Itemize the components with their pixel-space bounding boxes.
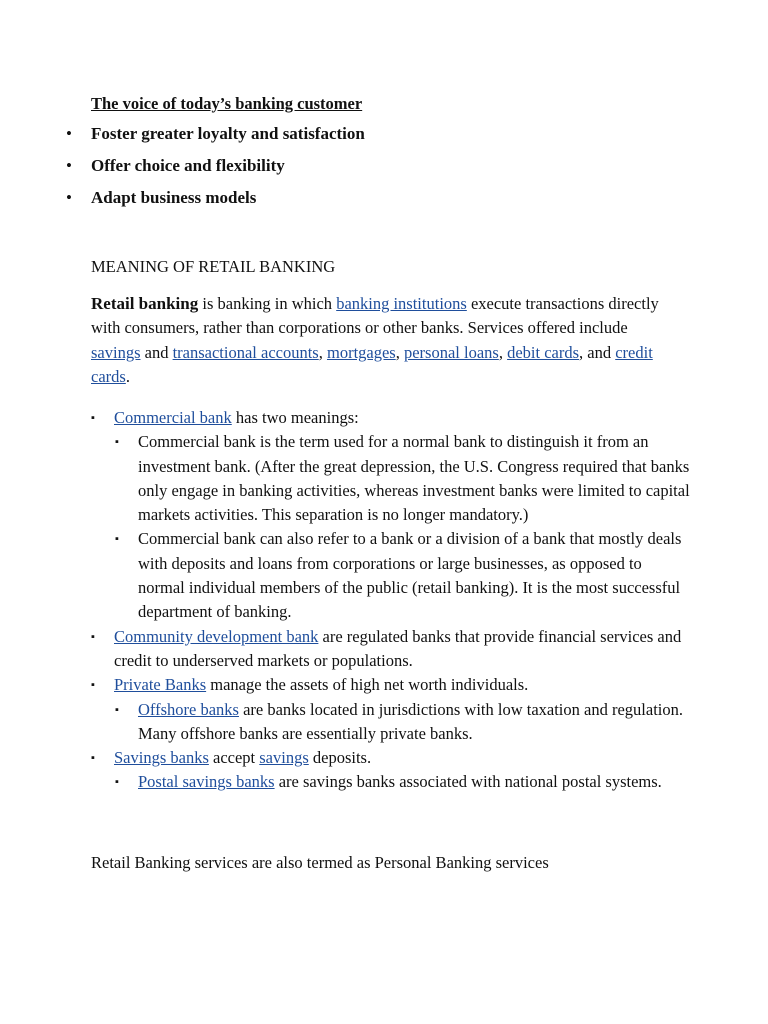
list-item-community-bank <box>91 625 691 674</box>
text: , <box>395 342 404 362</box>
bullet-icon: • <box>66 188 72 207</box>
customer-voice-heading: The voice of today’s banking customer <box>91 94 363 113</box>
section-title: MEANING OF RETAIL BANKING <box>91 257 336 276</box>
text: accept <box>208 748 260 768</box>
text: and <box>140 342 173 362</box>
top-bullet-item <box>66 188 257 208</box>
text: , <box>498 342 508 362</box>
footer-note: Retail Banking services are also termed as Personal Banking services <box>91 853 549 872</box>
text: , and <box>579 342 616 362</box>
bank-types-list <box>91 406 691 795</box>
link-banking-institutions[interactable]: banking institutions <box>336 294 467 313</box>
top-bullet-text: Adapt business models <box>91 188 257 207</box>
text: is banking in which <box>198 294 337 313</box>
top-bullet-item <box>66 156 285 176</box>
link-mortgages[interactable]: mortgages <box>326 342 396 362</box>
text: execute transactions directly with consumers, rather than corporations or other banks. Services offered include <box>91 294 659 338</box>
link-commercial-bank[interactable]: Commercial bank <box>114 408 232 427</box>
link-savings-banks[interactable]: Savings banks <box>114 748 209 768</box>
top-bullet-text: Foster greater loyalty and satisfaction <box>91 124 365 143</box>
text: , <box>318 342 327 362</box>
text: Commercial bank can also refer to a bank or a division of a bank that mostly deals with deposits and loans from corporations or large businesses, as opposed to normal individual members of the public (retail banking). It is the most successful department of banking. <box>138 529 682 622</box>
sub-list-item <box>91 770 691 794</box>
bullet-icon: • <box>66 124 72 143</box>
text: are regulated banks that provide financial services and credit to underserved markets or populations. <box>114 626 682 670</box>
list-item-savings-banks <box>91 746 691 770</box>
list-item-commercial-bank <box>91 406 691 430</box>
text: are savings banks associated with national postal systems. <box>274 772 662 792</box>
link-postal-savings-banks[interactable]: Postal savings banks <box>138 772 275 792</box>
text: Commercial bank is the term used for a normal bank to distinguish it from an investment bank. (After the great depression, the U.S. Congress required that banks only engage in banking activities, whereas investment banks were limited to capital markets activities. This separation is no longer mandatory.) <box>138 432 690 525</box>
list-item-private-banks <box>91 673 691 697</box>
square-bullet-icon: ▪ <box>115 533 119 546</box>
text: deposits. <box>308 748 372 768</box>
square-bullet-icon: ▪ <box>91 752 95 765</box>
square-bullet-icon: ▪ <box>91 412 95 424</box>
text: . <box>125 366 130 386</box>
retail-banking-term: Retail banking <box>91 294 199 313</box>
link-savings-deposits[interactable]: savings <box>259 748 309 768</box>
bullet-icon: • <box>66 156 72 175</box>
link-community-development-bank[interactable]: Community development bank <box>114 626 319 646</box>
top-bullet-text: Offer choice and flexibility <box>91 156 285 175</box>
square-bullet-icon: ▪ <box>115 436 119 449</box>
link-personal-loans[interactable]: personal loans <box>403 342 499 362</box>
link-savings[interactable]: savings <box>91 342 141 362</box>
text: are banks located in jurisdictions with low taxation and regulation. Many offshore banks are essentially private banks. <box>138 699 683 743</box>
link-debit-cards[interactable]: debit cards <box>507 342 580 362</box>
top-bullet-item <box>66 124 365 144</box>
text: has two meanings: <box>231 408 359 427</box>
sub-list-item <box>91 527 691 624</box>
link-offshore-banks[interactable]: Offshore banks <box>138 699 239 719</box>
square-bullet-icon: ▪ <box>91 630 95 643</box>
intro-paragraph <box>91 292 681 389</box>
square-bullet-icon: ▪ <box>91 679 95 692</box>
square-bullet-icon: ▪ <box>115 703 119 716</box>
sub-list-item <box>91 430 691 527</box>
sub-list-item <box>91 698 691 747</box>
text: manage the assets of high net worth individuals. <box>206 675 529 695</box>
square-bullet-icon: ▪ <box>115 776 119 789</box>
link-credit-cards[interactable]: credit cards <box>91 342 653 386</box>
link-transactional-accounts[interactable]: transactional accounts <box>172 342 319 362</box>
link-private-banks[interactable]: Private Banks <box>114 675 207 695</box>
